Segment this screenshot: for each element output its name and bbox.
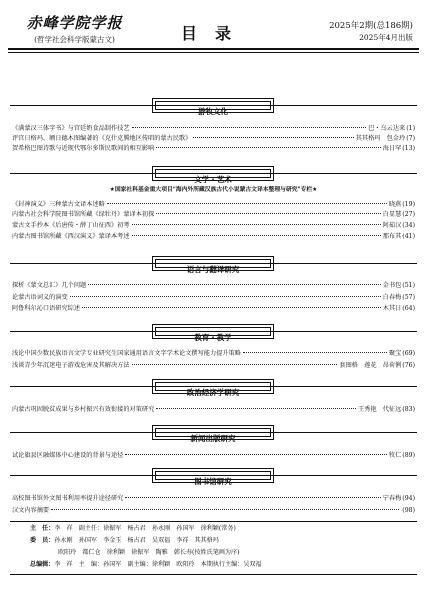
section-heading: 图书馆研究 [152,468,274,483]
toc-entry[interactable] [12,293,415,303]
entry-page: (1) [406,125,415,132]
toc-entry[interactable] [12,134,415,144]
entry-page: (57) [402,294,415,301]
journal-name: 赤峰学院学报 [26,14,123,32]
board-members: 孙永刚 孙国军 李金玉 杨占君 吴双福 李祥 其其格玛 [54,537,219,544]
journal-masthead [12,14,137,45]
leader-dots [243,352,387,353]
entry-author: 牧仁 [388,452,402,459]
toc-entry[interactable] [12,506,415,516]
entry-page: (51) [402,282,415,289]
entry-title: 内蒙古社会科学院图书馆所藏《绿牡丹》蒙译本初探 [12,211,155,218]
board-label: 委 员： [30,537,55,544]
leader-dots [82,307,381,308]
entry-title: 试论旗县区融媒体中心建设的背景与途径 [12,452,124,459]
special-column-banner: ★国家社科基金重大项目"海内外所藏汉族古代小说蒙古文译本整理与研究"专栏★ [109,187,318,193]
entry-title: 浅谈青少年沉迷电子游戏危害及其解决方法 [12,362,130,369]
entry-page: (69) [402,350,415,357]
toc-entry[interactable] [12,494,415,504]
entry-page: (13) [402,145,415,152]
leader-dots [51,509,399,510]
entry-page: (64) [402,305,415,312]
entry-author: 王秀艳 代征远 [357,406,402,413]
section-heading: 教育・教学 [152,324,274,339]
toc-title: 目录 [180,24,249,43]
leader-dots [132,235,381,236]
entry-author: 阿茹汉 [382,222,402,229]
entry-title: 浅论中国少数民族语言文学专业研究生国家通用语言文字学术论文撰写能力提升策略 [12,350,241,357]
toc-entry[interactable] [12,200,415,210]
toc-entry[interactable] [12,232,415,242]
entry-title: 探析《蒙文总汇》几个问题 [12,282,87,289]
board-line-members [30,536,417,546]
leader-dots [156,147,380,148]
leader-dots [132,364,338,365]
toc-entry[interactable] [12,349,415,359]
journal-subtitle: (哲学社会科学版蒙古文) [34,35,115,44]
board-line-committee [30,524,417,534]
issue-info [303,20,413,44]
header-rule-thin [8,52,419,53]
entry-page: (19) [402,201,415,208]
entry-page: (83) [402,406,415,413]
issue-number: 2025年2期(总186期) [329,21,413,31]
toc-entry[interactable] [12,210,415,220]
board-members: 李 祥 主 编：孙国军 副主编：徐利颖 欧阳玲 本期执行主编：吴双福 [54,561,262,568]
entry-author: 白显慧 [382,211,402,218]
board-line-members-cont [58,548,417,558]
section-heading: 语言与翻译研究 [152,256,274,271]
leader-dots [70,296,381,297]
entry-author: 金书包 [382,282,402,289]
leader-dots [193,137,353,138]
entry-page: (27) [402,211,415,218]
toc-entry[interactable] [12,144,415,154]
entry-page: (7) [406,135,415,142]
board-line-editors [30,560,417,570]
entry-author: 其其格玛 包金玲 [355,135,406,142]
entry-title: 评宫日格玛、额日德木图编著的《克什克腾地区传唱的蒙古民歌》 [12,135,192,142]
section-heading: 游牧文化 [152,98,274,113]
entry-page: (94) [402,495,415,502]
board-members: 李 祥 副主任：徐振军 杨占君 孙永刚 孙国军 徐利颖(常务) [54,525,236,532]
leader-dots [88,284,380,285]
entry-author: 木其日 [382,305,402,312]
entry-author: 海日罕 [382,145,402,152]
leader-dots [125,454,387,455]
entry-page: (34) [402,222,415,229]
footer-rule [10,574,417,575]
entry-title: 《满蒙汉三体字书》与宫廷奶食品制作技艺 [12,125,130,132]
section-heading: 政治经济学研究 [152,379,274,394]
entry-title: 高校图书馆外文图书利用率提升途径研究 [12,495,124,502]
entry-title: 论蒙古语词义的演变 [12,294,68,301]
entry-author: 聚宝 [388,350,402,357]
entry-title: 贺希格巴图诗歌与近现代鄂尔多斯民歌间的相互影响 [12,145,155,152]
leader-dots [156,213,380,214]
leader-dots [125,497,380,498]
entry-page: (98) [402,507,415,514]
entry-title: 《封神演义》三种蒙古文译本述略 [12,201,105,208]
entry-author: 套图格 莲花 昂荷俐 [339,362,402,369]
entry-title: 汉文内容摘要 [12,507,50,514]
entry-title: 内蒙古巩固脱贫成果与乡村振兴有效衔接的对策研究 [12,406,155,413]
entry-title: 阿鲁科尔沁口语研究综述 [12,305,81,312]
entry-title: 内蒙古图书馆所藏《西汉演义》蒙译本考述 [12,233,130,240]
board-rule [10,521,417,522]
entry-author: 白春梅 [382,294,402,301]
board-label: 总编辑： [30,561,55,568]
leader-dots [132,127,367,128]
entry-page: (89) [402,452,415,459]
board-members: 欧阳玲 都仁仓 徐利颖 徐振军 陶雅 韩长寿(按姓氏笔画为序) [58,549,240,556]
toc-entry[interactable] [12,361,415,371]
entry-author: 宁春梅 [382,495,402,502]
toc-entry[interactable] [12,405,415,415]
entry-page: (76) [402,362,415,369]
toc-entry[interactable] [12,281,415,291]
section-heading: 新闻出版研究 [152,425,274,440]
toc-entry[interactable] [12,304,415,314]
entry-author: 那布其 [382,233,402,240]
entry-page: (41) [402,233,415,240]
board-label: 主 任： [30,525,55,532]
toc-entry[interactable] [12,221,415,231]
header-rule [8,48,419,50]
publication-date: 2025年4月出版 [359,33,413,42]
section-heading: 文学・艺术 [152,166,274,181]
leader-dots [156,408,356,409]
entry-author: 巴・乌云达来 [368,125,406,132]
leader-dots [107,203,387,204]
entry-title: 蒙古文手抄本《后唐传・薛丁山征西》初考 [12,222,130,229]
toc-entry[interactable] [12,124,415,134]
leader-dots [132,224,381,225]
toc-entry[interactable] [12,451,415,461]
entry-author: 晓燕 [388,201,402,208]
